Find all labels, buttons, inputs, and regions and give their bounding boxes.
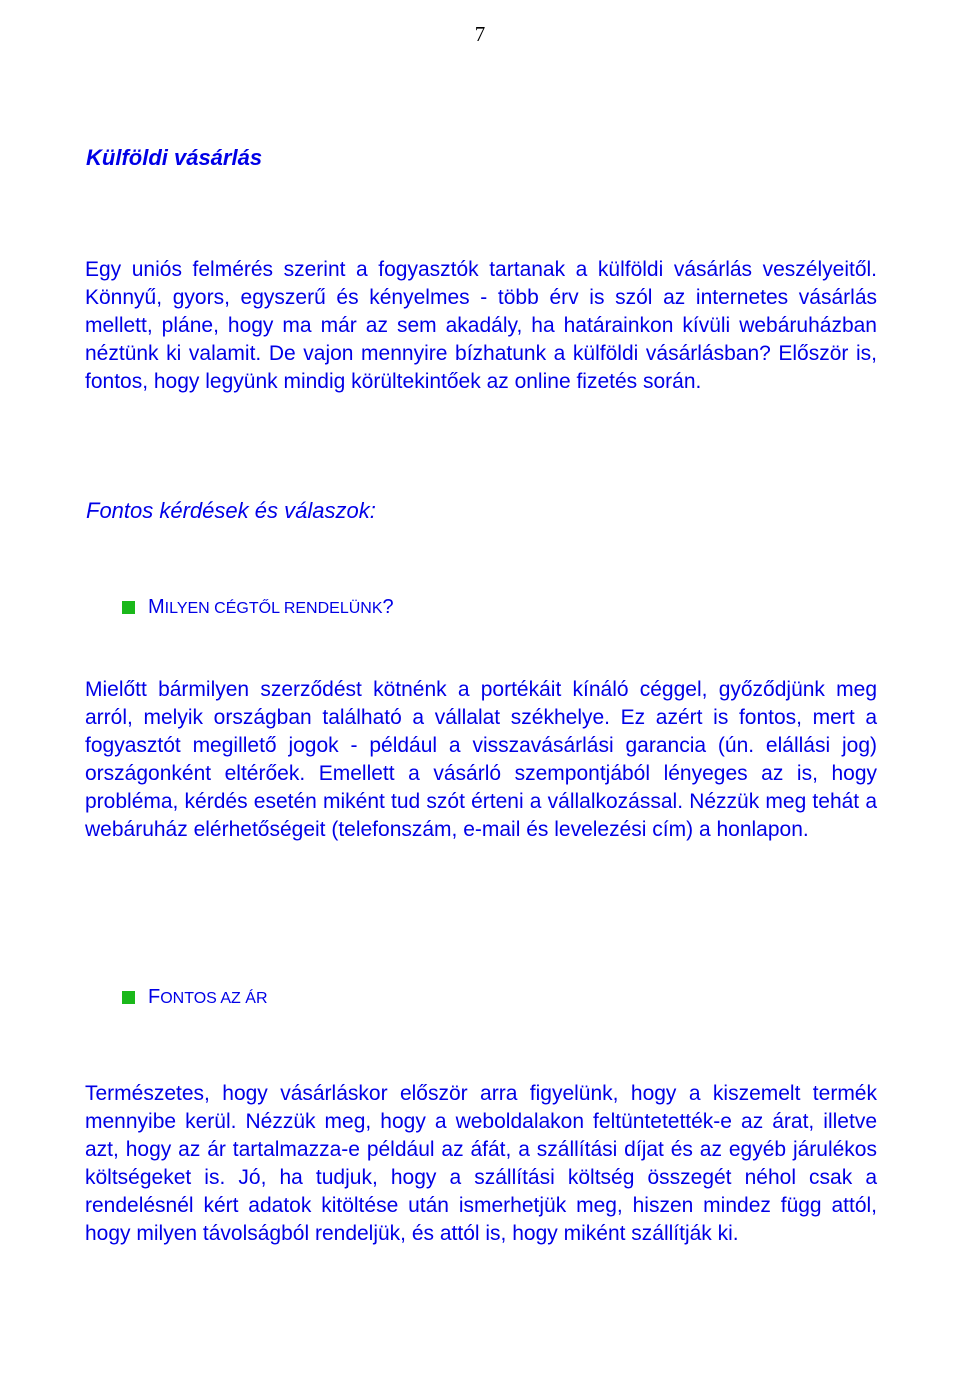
heading-rest: ILYEN CÉGTŐL RENDELÜNK (164, 600, 383, 617)
intro-paragraph: Egy uniós felmérés szerint a fogyasztók tartanak a külföldi vásárlás veszélyeitől. Könnyű, gyors, egyszerű és kényelmes - több érv is szól az internetes vásárlás mellett, pláne, hogy ma már az sem akadály, ha határainkon kívüli webáruházban néztünk ki valamit. De vajon mennyire bízhatunk a külföldi vásárlásban? Először is, fontos, hogy legyünk mindig körültekintőek az online fizetés során. (85, 258, 877, 393)
heading-initial: M (148, 596, 165, 618)
heading-rest: ONTOS AZ ÁR (160, 990, 268, 1007)
heading-suffix: ? (382, 596, 394, 618)
price-paragraph: Természetes, hogy vásárláskor először arra figyelünk, hogy a kiszemelt termék mennyibe kerül. Nézzük meg, hogy a weboldalakon feltüntetették-e az árat, illetve azt, hogy az ár tartalmazza-e például az áfát, a szállítási díjat és az egyéb járulékos költségeket is. Jó, ha tudjuk, hogy a szállítási költség összegét néhol csak a rendelésnél kért adatok kitöltése után ismerhetjük meg, hiszen mindez függ attól, hogy milyen távolságból rendeljük, és attól is, hogy miként szállítják ki. (85, 1082, 877, 1245)
green-square-bullet-icon (122, 601, 135, 614)
page-title: Külföldi vásárlás (86, 145, 263, 170)
section-heading-text (148, 596, 394, 619)
section-heading-text (148, 986, 268, 1009)
page-number: 7 (474, 22, 486, 46)
company-paragraph: Mielőtt bármilyen szerződést kötnénk a portékáit kínáló céggel, győződjünk meg arról, melyik országban található a vállalat székhelye. Ez azért is fontos, mert a fogyasztót megillető jogok - például a visszavásárlási garancia (ún. elállási jog) országonként eltérőek. Emellett a vásárló szempontjából lényeges az is, hogy probléma, kérdés esetén miként tud szót érteni a vállalkozással. Nézzük meg tehát a webáruház elérhetőségeit (telefonszám, e-mail és levelezési cím) a honlapon. (85, 678, 877, 841)
green-square-bullet-icon (122, 991, 135, 1004)
section-subtitle: Fontos kérdések és válaszok: (86, 498, 376, 523)
section-heading-company (122, 596, 394, 619)
heading-initial: F (148, 986, 161, 1008)
section-heading-price (122, 986, 268, 1009)
